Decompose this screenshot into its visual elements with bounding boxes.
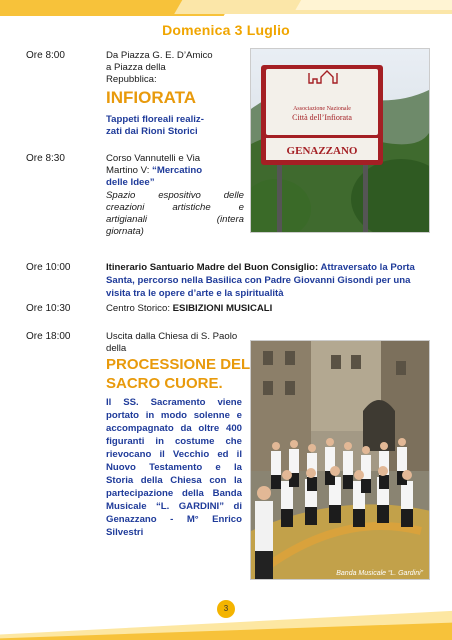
event-description-line: Musicale “L. GARDINI” di: [106, 501, 242, 512]
event-description-text: (intera: [216, 214, 244, 225]
event-subtitle: Tappeti floreali realiz-: [106, 114, 204, 125]
event-location-line: Uscita dalla Chiesa di S. Paolo: [106, 331, 238, 342]
page-title: Domenica 3 Luglio: [162, 22, 290, 38]
genazzano-sign-photo: [250, 48, 430, 233]
event-description-text: artigianali: [106, 214, 148, 225]
sign-subtitle-text: Associazione Nazionale: [293, 106, 351, 112]
event-location-line: Da Piazza G. E. D’Amico: [106, 50, 213, 61]
event-time: Ore 8:30: [26, 153, 65, 164]
event-itinerary-line: [106, 262, 415, 274]
event-heading-infiorata: INFIORATA: [106, 88, 197, 107]
event-time: Ore 10:30: [26, 303, 71, 314]
sign-town-name: GENAZZANO: [286, 145, 358, 157]
event-description-line: rievocano il Vecchio ed il: [106, 449, 242, 460]
event-description-line: Il SS. Sacramento viene: [106, 397, 242, 408]
event-highlight: Attraversato la Porta: [320, 262, 415, 273]
event-line: [106, 303, 272, 315]
event-location-line: [106, 165, 202, 177]
event-highlight: Santa, percorso nella Basilica con Padre Giovanni Gisondi per una: [106, 275, 411, 286]
event-time: Ore 18:00: [26, 331, 71, 342]
event-description-line: Storia della Chiesa con la: [106, 475, 242, 486]
event-time: Ore 10:00: [26, 262, 71, 273]
event-description-line: [106, 214, 244, 226]
event-highlight: ESIBIZIONI MUSICALI: [172, 303, 273, 314]
event-location-line: della: [106, 343, 127, 354]
event-highlight: “Mercatino: [152, 165, 203, 176]
event-subtitle: zati dai Rioni Storici: [106, 126, 198, 137]
event-heading-processione: SACRO CUORE.: [106, 375, 223, 392]
event-itinerary-text: Itinerario Santuario Madre del Buon Consiglio:: [106, 262, 321, 273]
photo-caption: Banda Musicale “L. Gardini”: [336, 570, 423, 577]
event-description-line: creazioni artistiche e: [106, 202, 244, 213]
top-decorative-band: [0, 0, 452, 18]
event-location-line: Repubblica:: [106, 74, 157, 85]
event-highlight: delle Idee”: [106, 177, 155, 188]
page-number: 3: [217, 600, 235, 618]
event-description-line: Silvestri: [106, 527, 144, 538]
event-description-line: giornata): [106, 226, 144, 237]
sign-title-text: Città dell’Infiorata: [292, 113, 352, 122]
event-heading-processione: PROCESSIONE DEL: [106, 356, 251, 373]
banda-musicale-photo: [250, 340, 430, 580]
event-time: Ore 8:00: [26, 50, 65, 61]
event-description-line: Genazzano - M° Enrico: [106, 514, 242, 525]
event-description-line: accompagnato da oltre 400: [106, 423, 242, 434]
event-location-line: Corso Vannutelli e Via: [106, 153, 201, 164]
event-description-line: Spazio espositivo delle: [106, 190, 244, 201]
event-description-line: figuranti in costume che: [106, 436, 242, 447]
event-location-text: Centro Storico:: [106, 303, 173, 314]
event-location-line: a Piazza della: [106, 62, 166, 73]
event-description-line: portato in modo solenne e: [106, 410, 242, 421]
event-highlight: visita tra le opere d’arte e la spiritualità: [106, 288, 284, 299]
event-description-line: Nuovo Testamento e la: [106, 462, 242, 473]
event-location-text: Martino V:: [106, 165, 153, 176]
event-description-line: partecipazione della Banda: [106, 488, 242, 499]
